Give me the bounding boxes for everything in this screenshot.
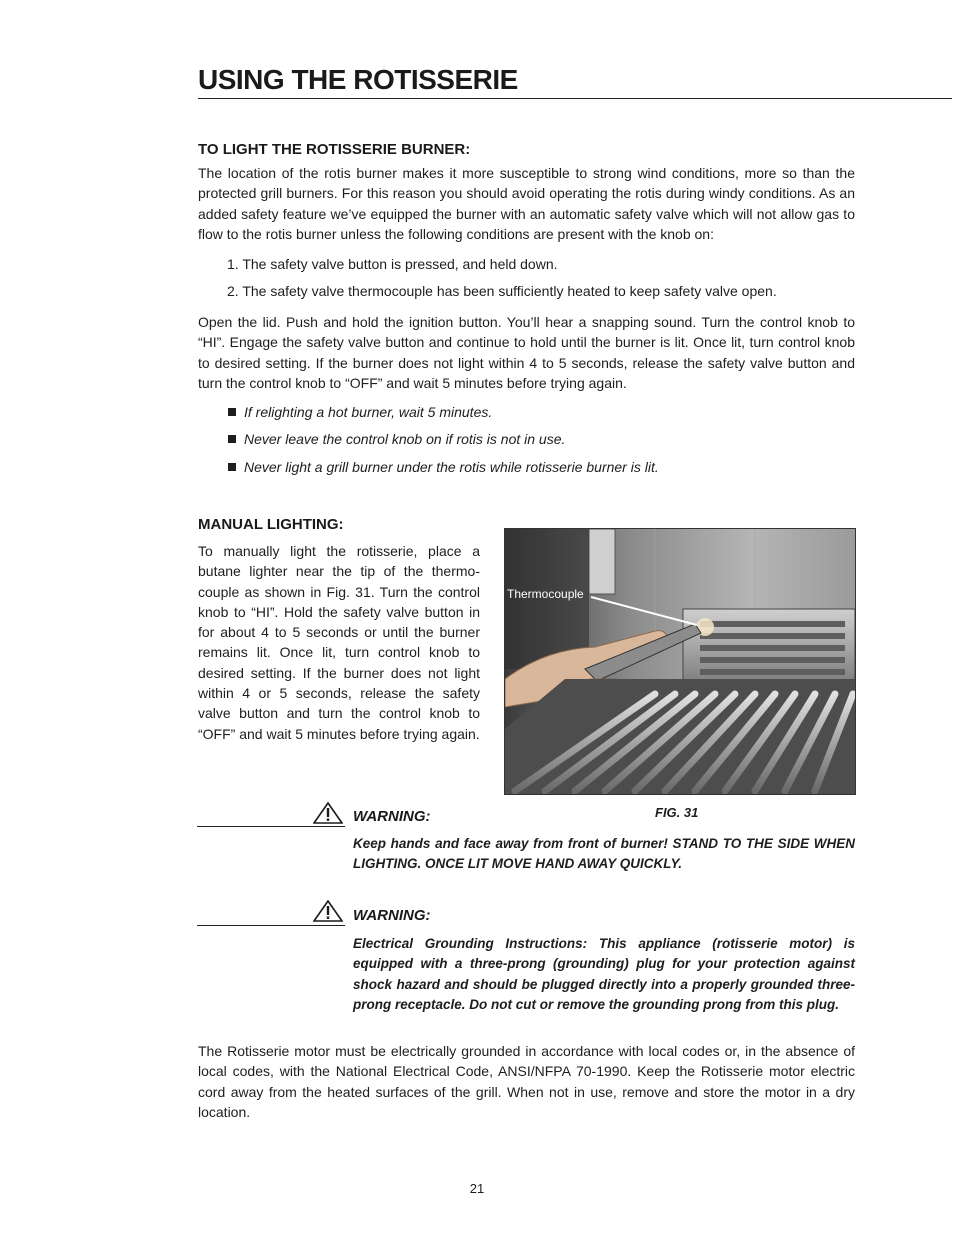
bullet-square-icon — [228, 463, 236, 471]
note-1-text: If relighting a hot burner, wait 5 minutes. — [244, 404, 493, 420]
light-intro: The location of the rotis burner makes it more susceptible to strong wind conditions, more so than the protected grill burners. For this reason you should avoid operating the rotis during windy conditions. As an added safety feature we’ve equipped the burner with an automatic safety valve which will not allow gas to flow to the rotis burner unless the following conditions are present with the knob on: — [198, 165, 855, 242]
bullet-square-icon — [228, 435, 236, 443]
note-2 — [228, 431, 565, 447]
manual-text: To manually light the rotisserie, place a butane lighter near the tip of the thermo-couple as shown in Fig. 31. Turn the control knob to “HI”. Hold the safety valve button in for about 4 to 5 seconds or until the burner remains lit. Once lit, turn control knob to desired setting. If the burner does not light within 4 or 5 seconds, release the safety valve button and turn the control knob to “OFF” and wait 5 minutes before trying again. — [198, 543, 480, 742]
light-heading: TO LIGHT THE ROTISSERIE BURNER: — [198, 141, 471, 158]
warning-2-title: WARNING: — [353, 907, 431, 924]
manual-heading: MANUAL LIGHTING: — [198, 516, 344, 533]
bullet-square-icon — [228, 408, 236, 416]
warning-triangle-icon — [313, 802, 343, 829]
condition-2: 2. The safety valve thermocouple has been sufficiently heated to keep safety valve open. — [227, 283, 777, 299]
condition-1: 1. The safety valve button is pressed, and held down. — [227, 256, 558, 272]
note-2-text: Never leave the control knob on if rotis is not in use. — [244, 431, 566, 447]
figure-caption: FIG. 31 — [655, 805, 699, 820]
page-title: USING THE ROTISSERIE — [198, 64, 518, 95]
title-rule — [198, 98, 952, 99]
closing-paragraph: The Rotisserie motor must be electrically grounded in accordance with local codes or, in the absence of local codes, with the National Electrical Code, ANSI/NFPA 70-1990. Keep the Rotisserie motor electric cord away from the heated surfaces of the grill. When not in use, remove and store the motor in a dry location. — [198, 1043, 855, 1120]
thermocouple-callout: Thermocouple — [507, 587, 584, 601]
warning-2-text: Electrical Grounding Instructions: This appliance (rotisserie motor) is equipped with a three-prong (grounding) plug for your protection against shock hazard and should be plugged directly into a properly grounded three-prong receptacle. Do not cut or remove the grounding prong from this plug. — [353, 936, 855, 1012]
note-3-text: Never light a grill burner under the rotis while rotisserie burner is lit. — [244, 459, 659, 475]
warning-1-text: Keep hands and face away from front of burner! STAND TO THE SIDE WHEN LIGHTING. ONCE LIT MOVE HAND AWAY QUICKLY. — [353, 836, 855, 872]
note-1 — [228, 404, 492, 420]
note-3 — [228, 459, 659, 475]
page-number: 21 — [469, 1181, 485, 1196]
warning-triangle-icon — [313, 900, 343, 927]
warning-1-title: WARNING: — [353, 808, 431, 825]
light-procedure: Open the lid. Push and hold the ignition button. You’ll hear a snapping sound. Turn the control knob to “HI”. Engage the safety valve button and continue to hold until the burner is lit. Once lit, turn control knob to desired setting. If the burner does not light within 4 to 5 seconds, release the safety valve button and turn the control knob to “OFF” and wait 5 minutes before trying again. — [198, 314, 855, 391]
figure-31-photo — [504, 528, 856, 795]
grill-burner-illustration — [505, 529, 856, 795]
